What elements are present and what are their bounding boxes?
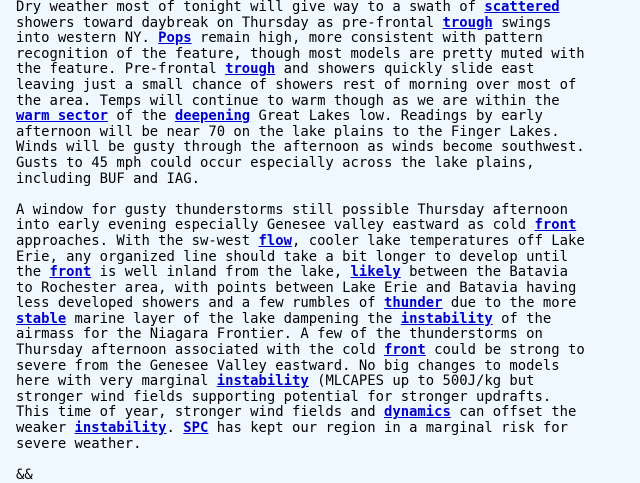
text-segment: approaches. With the sw-west [16,232,259,249]
text-segment: of the [108,108,175,125]
text-segment: and showers quickly slide east [275,61,535,78]
glossary-link-spc[interactable]: SPC [183,420,209,437]
paragraph-gap [16,187,636,203]
text-segment: remain high, more consistent with pattern [191,30,543,47]
text-segment: airmass for the Niagara Frontier. A few of the thunderstorms on [16,326,543,343]
text-line [16,359,636,375]
text-segment: Winds will be gusty through the afternoon as winds become southwest. [16,139,585,156]
text-segment: , cooler lake temperatures off Lake [291,232,585,249]
text-segment: weaker [16,420,75,437]
glossary-link-instability[interactable]: instability [74,420,167,437]
text-segment: including BUF and IAG. [16,170,200,187]
text-line [16,156,636,172]
glossary-link-trough[interactable]: trough [442,14,493,31]
text-segment: showers toward daybreak on Thursday as pre-frontal [16,14,443,31]
text-segment: has kept our region in a marginal risk for [208,420,568,437]
text-segment: into western NY. [16,30,159,47]
text-segment: afternoon will be near 70 on the lake plains to the Finger Lakes. [16,123,560,140]
glossary-link-front[interactable]: front [534,217,577,234]
text-line [16,140,636,156]
glossary-link-front[interactable]: front [49,264,92,281]
text-segment: && [16,466,33,483]
text-segment: severe from the Genesee Valley eastward. No big changes to models [16,357,560,374]
text-line [16,78,636,94]
text-segment: This time of year, stronger wind fields and [16,404,384,421]
text-segment: marine layer of the lake dampening the [66,310,401,327]
text-line [16,312,636,328]
text-segment: between the Batavia [400,264,568,281]
text-segment: due to the more [442,295,577,312]
text-segment: Erie, any organized line should take a bit longer to develop until [16,248,568,265]
text-segment: here with very marginal [16,373,217,390]
text-segment: the area. Temps will continue to warm though as we are within the [16,92,560,109]
text-segment: leaving just a small chance of showers rest of morning over most of [16,76,577,93]
text-segment: into early evening especially Genesee valley eastward as cold [16,217,535,234]
glossary-link-stable[interactable]: stable [16,310,67,327]
text-line [16,405,636,421]
text-segment: less developed showers and a few rumbles of [16,295,384,312]
text-line [16,203,636,219]
text-line [16,250,636,266]
text-line [16,343,636,359]
text-line [16,437,636,453]
text-segment: to Rochester area, with points between Lake Erie and Batavia having [16,279,577,296]
text-line [16,468,636,483]
glossary-link-instability[interactable]: instability [400,310,493,327]
text-line [16,94,636,110]
text-line [16,281,636,297]
text-line [16,0,636,16]
text-segment: can offset the [450,404,577,421]
text-segment: . [166,420,184,437]
text-segment: Great Lakes low. Readings by early [250,108,543,125]
text-line [16,296,636,312]
glossary-link-front[interactable]: front [383,342,426,359]
text-line [16,31,636,47]
text-line [16,218,636,234]
text-segment: Dry weather most of tonight will give way to a swath of [16,0,485,15]
text-line [16,16,636,32]
text-segment: Gusts to 45 mph could occur especially across the lake plains, [16,154,535,171]
text-segment: the [16,264,50,281]
text-line [16,374,636,390]
glossary-link-scattered[interactable]: scattered [484,0,560,15]
text-segment: could be strong to [425,342,585,359]
glossary-link-likely[interactable]: likely [350,264,401,281]
glossary-link-flow[interactable]: flow [258,232,292,249]
text-line [16,327,636,343]
text-segment: Thursday afternoon associated with the cold [16,342,384,359]
glossary-link-thunder[interactable]: thunder [383,295,443,312]
text-segment: is well inland from the lake, [91,264,351,281]
glossary-link-instability[interactable]: instability [216,373,309,390]
text-line [16,47,636,63]
text-line [16,125,636,141]
text-segment: the feature. Pre-frontal [16,61,226,78]
text-segment: swings [492,14,552,31]
text-segment: recognition of the feature, though most models are pretty muted with [16,45,585,62]
text-line [16,109,636,125]
paragraph-gap [16,452,636,468]
text-line [16,265,636,281]
text-line [16,62,636,78]
glossary-link-deepening[interactable]: deepening [174,108,251,125]
text-line [16,390,636,406]
glossary-link-pops[interactable]: Pops [158,30,192,47]
glossary-link-warm-sector[interactable]: warm sector [16,108,108,125]
text-line [16,172,636,188]
text-line [16,234,636,250]
text-segment: stronger wind fields supporting potential for stronger updrafts. [16,388,552,405]
text-segment: A window for gusty thunderstorms still possible Thursday afternoon [16,201,568,218]
text-segment: (MLCAPES up to 500J/kg but [308,373,535,390]
forecast-discussion [16,0,636,483]
text-segment: severe weather. [16,435,142,452]
text-line [16,421,636,437]
glossary-link-trough[interactable]: trough [225,61,276,78]
glossary-link-dynamics[interactable]: dynamics [383,404,451,421]
text-segment: of the [492,310,552,327]
